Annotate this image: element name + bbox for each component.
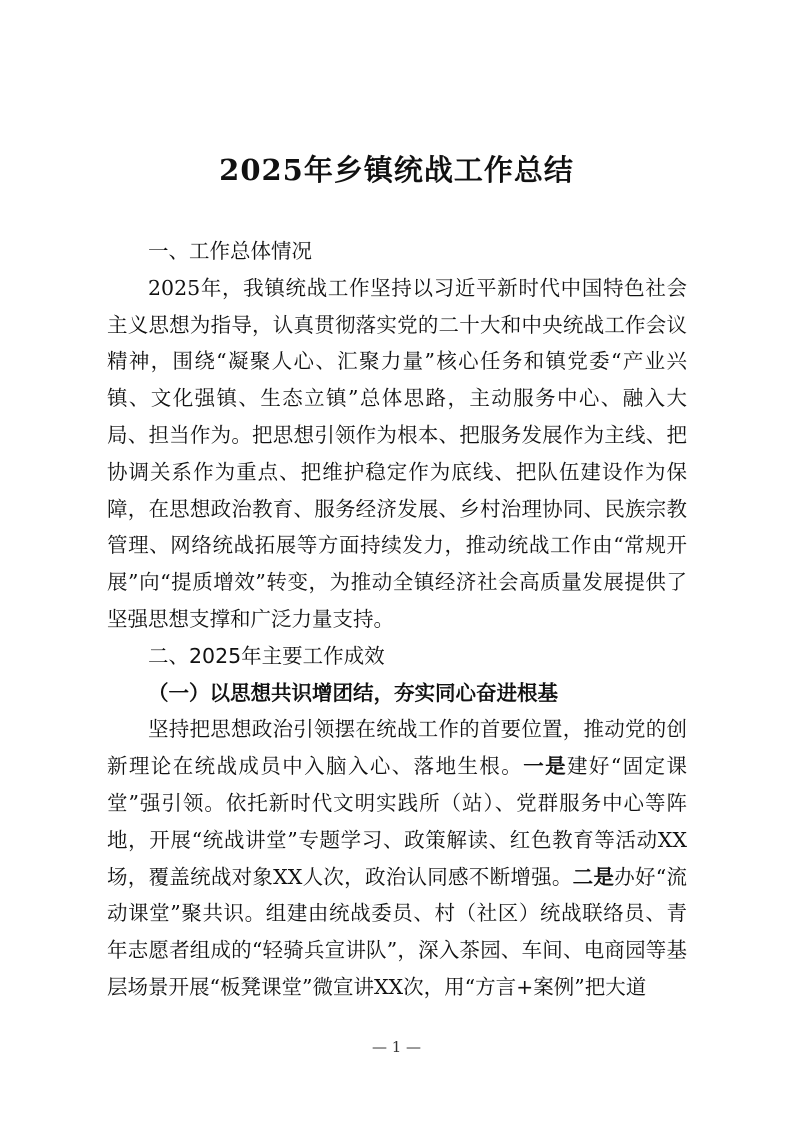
paragraph-overall: 2025年，我镇统战工作坚持以习近平新时代中国特色社会主义思想为指导，认真贯彻落实党的二十大和中央统战工作会议精神，围绕“凝聚人心、汇聚力量”核心任务和镇党委“产业兴镇、文化强镇、生态立镇”总体思路，主动服务中心、融入大局、担当作为。把思想引领作为根本、把服务发展作为主线、把协调关系作为重点、把维护稳定作为底线、把队伍建设作为保障，在思想政治教育、服务经济发展、乡村治理协同、民族宗教管理、网络统战拓展等方面持续发力，推动统战工作由“常规开展”向“提质增效”转变，为推动全镇经济社会高质量发展提供了坚强思想支撑和广泛力量支持。 <box>107 275 687 631</box>
page-number: — 1 — <box>371 1038 422 1056</box>
point-2-label: 二是 <box>572 864 615 889</box>
point-2-text: 办好“流动课堂”聚共识。组建由统战委员、村（社区）统战联络员、青年志愿者组成的“轻骑兵宣讲队”，深入茶园、车间、电商园等基层场景开展“板凳课堂”微宣讲XX次，用“方言+案例”把大道 <box>107 864 688 999</box>
point-1-text: 建好“固定课堂”强引领。依托新时代文明实践所（站）、党群服务中心等阵地，开展“统战讲堂”专题学习、政策解读、红色教育等活动XX场，覆盖统战对象XX人次，政治认同感不断增强。 <box>107 754 688 889</box>
paragraph-intro: 坚持把思想政治引领摆在统战工作的首要位置，推动党的创新理论在统战成员中入脑入心、落地生根。 <box>107 717 687 779</box>
paragraph-ideology <box>107 711 687 1005</box>
section-heading-overall: 一、工作总体情况 <box>148 239 312 263</box>
subsection-heading-ideology: （一）以思想共识增团结，夯实同心奋进根基 <box>148 680 558 705</box>
section-heading-achievements: 二、2025年主要工作成效 <box>148 643 385 668</box>
point-1-label: 一是 <box>523 754 567 779</box>
document-body <box>107 233 687 1006</box>
document-title: 2025年乡镇统战工作总结 <box>219 153 574 187</box>
